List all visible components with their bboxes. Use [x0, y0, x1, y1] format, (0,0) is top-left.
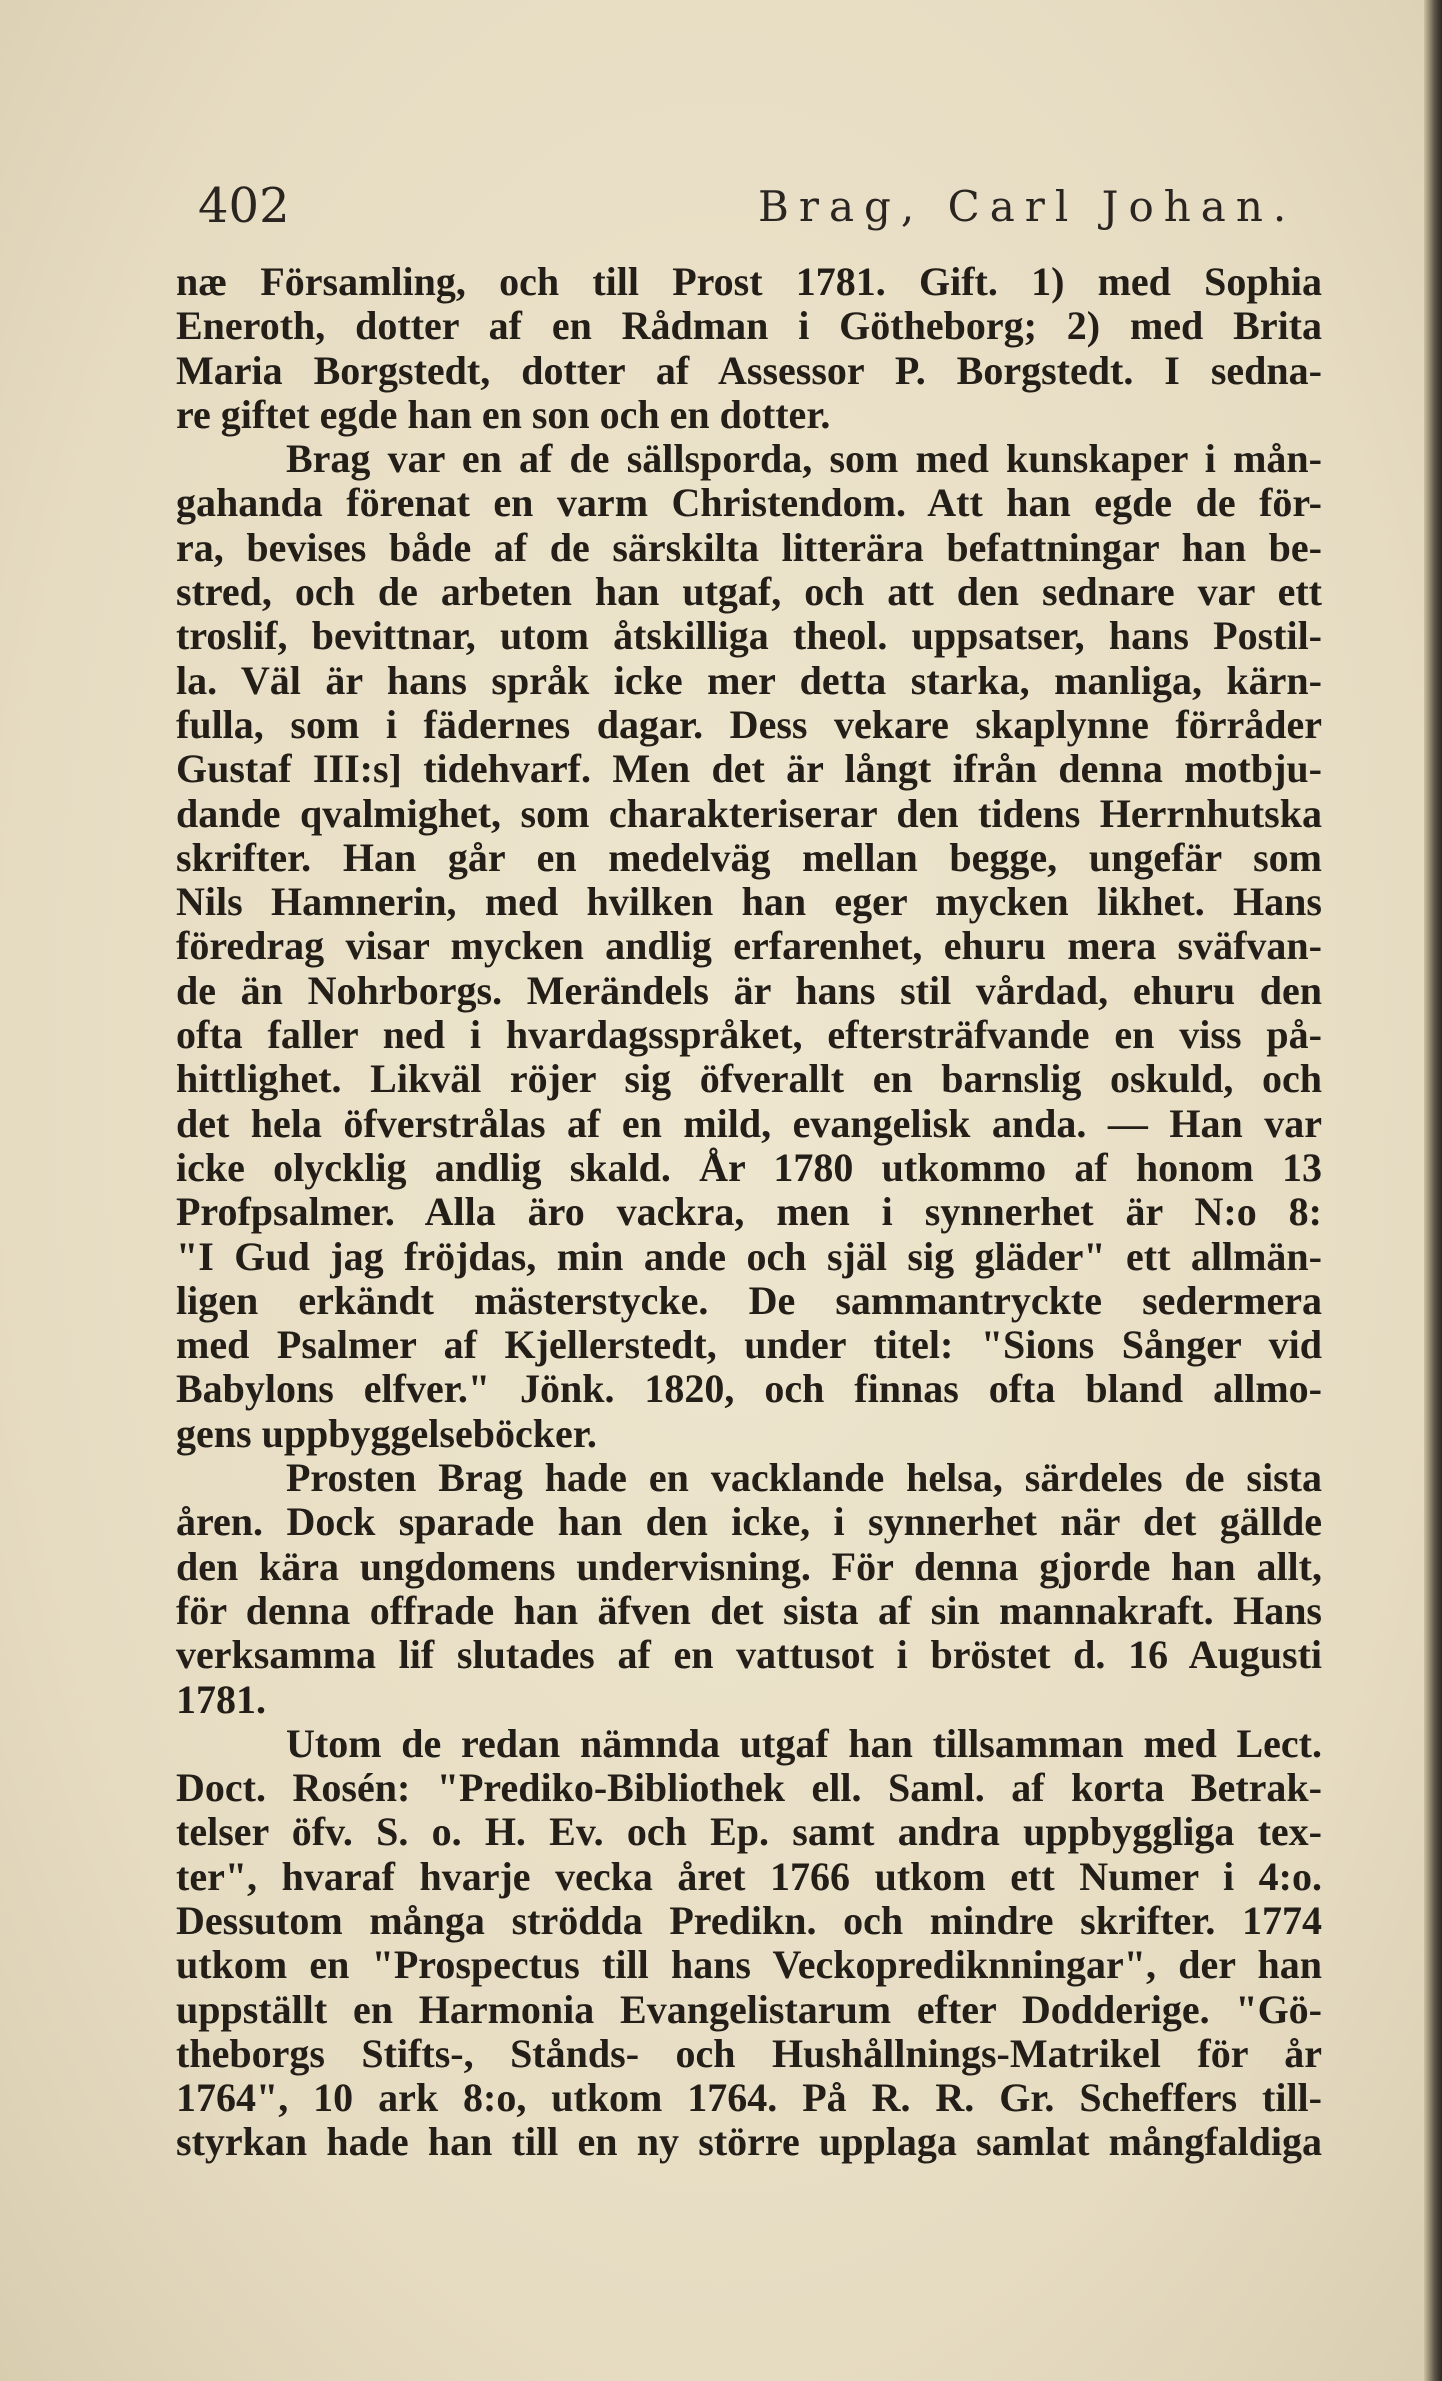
text-line: ligen erkändt mästerstycke. De sammantryckte sedermera	[176, 1277, 1322, 1323]
text-line: det hela öfverstrålas af en mild, evangelisk anda. — Han var	[176, 1100, 1322, 1146]
text-line: ter", hvaraf hvarje vecka året 1766 utkom ett Numer i 4:o.	[176, 1853, 1322, 1899]
paragraph-start-line: Brag var en af de sällsporda, som med kunskaper i mån-	[286, 436, 1322, 482]
text-line: 1781.	[176, 1676, 266, 1722]
text-line: de än Nohrborgs. Merändels är hans stil vårdad, ehuru den	[176, 967, 1322, 1013]
text-line: uppställt en Harmonia Evangelistarum efter Dodderige. "Gö-	[176, 1986, 1322, 2032]
text-line: dande qvalmighet, som charakteriserar den tidens Herrnhutska	[176, 790, 1322, 836]
text-line: utkom en "Prospectus till hans Veckoprediknningar", der han	[176, 1942, 1322, 1988]
text-line: næ Församling, och till Prost 1781. Gift. 1) med Sophia	[176, 259, 1322, 304]
text-line: troslif, bevittnar, utom åtskilliga theol. uppsatser, hans Postil-	[176, 613, 1322, 659]
running-title: Brag, Carl Johan.	[758, 182, 1297, 231]
text-line: "I Gud jag fröjdas, min ande och själ sig gläder" ett allmän-	[176, 1233, 1322, 1279]
text-line: Nils Hamnerin, med hvilken han eger mycken likhet. Hans	[176, 879, 1322, 925]
text-line: med Psalmer af Kjellerstedt, under titel: "Sions Sånger vid	[176, 1322, 1322, 1368]
paragraph-start-line: Prosten Brag hade en vacklande helsa, särdeles de sista	[286, 1455, 1322, 1501]
text-line: stred, och de arbeten han utgaf, och att den sednare var ett	[176, 569, 1322, 615]
page-edge	[1424, 0, 1442, 2381]
text-line: Maria Borgstedt, dotter af Assessor P. Borgstedt. I sedna-	[176, 347, 1322, 393]
paragraph-start-line: Utom de redan nämnda utgaf han tillsamman med Lect.	[286, 1720, 1322, 1766]
text-line: ra, bevises både af de särskilta litterära befattningar han be-	[176, 524, 1322, 570]
text-line: skrifter. Han går en medelväg mellan begge, ungefär som	[176, 834, 1322, 880]
page-number: 402	[198, 178, 290, 234]
text-line: telser öfv. S. o. H. Ev. och Ep. samt andra uppbyggliga tex-	[176, 1809, 1322, 1855]
text-line: gahanda förenat en varm Christendom. Att han egde de för-	[176, 480, 1322, 526]
text-line: hittlighet. Likväl röjer sig öfverallt en barnslig oskuld, och	[176, 1056, 1322, 1102]
text-line: verksamma lif slutades af en vattusot i bröstet d. 16 Augusti	[176, 1632, 1322, 1678]
text-line: styrkan hade han till en ny större upplaga samlat mångfaldiga	[176, 2119, 1322, 2165]
text-line: Profpsalmer. Alla äro vackra, men i synnerhet är N:o 8:	[176, 1189, 1322, 1235]
text-line: föredrag visar mycken andlig erfarenhet, ehuru mera sväfvan-	[176, 923, 1322, 969]
text-line: den kära ungdomens undervisning. För denna gjorde han allt,	[176, 1543, 1322, 1589]
text-line: Eneroth, dotter af en Rådman i Götheborg; 2) med Brita	[176, 303, 1322, 349]
text-line: Gustaf III:s] tidehvarf. Men det är långt ifrån denna motbju-	[176, 746, 1322, 792]
running-header	[198, 178, 1328, 248]
text-line: theborgs Stifts-, Stånds- och Hushållnings-Matrikel för år	[176, 2030, 1322, 2076]
text-line: ofta faller ned i hvardagsspråket, eftersträfvande en viss på-	[176, 1012, 1322, 1058]
text-line: åren. Dock sparade han den icke, i synnerhet när det gällde	[176, 1499, 1322, 1545]
body-text	[176, 260, 1322, 2165]
text-line: för denna offrade han äfven det sista af sin mannakraft. Hans	[176, 1587, 1322, 1633]
text-line: Doct. Rosén: "Prediko-Bibliothek ell. Saml. af korta Betrak-	[176, 1765, 1322, 1811]
text-line: Dessutom många strödda Predikn. och mindre skrifter. 1774	[176, 1897, 1322, 1943]
text-line: la. Väl är hans språk icke mer detta starka, manliga, kärn-	[176, 657, 1322, 703]
text-line: icke olycklig andlig skald. År 1780 utkommo af honom 13	[176, 1144, 1322, 1190]
text-line: 1764", 10 ark 8:o, utkom 1764. På R. R. Gr. Scheffers till-	[176, 2075, 1322, 2121]
text-line: re giftet egde han en son och en dotter.	[176, 391, 831, 437]
text-line: gens uppbyggelseböcker.	[176, 1410, 597, 1456]
text-line: Babylons elfver." Jönk. 1820, och finnas ofta bland allmo-	[176, 1366, 1322, 1412]
text-line: fulla, som i fädernes dagar. Dess vekare skaplynne förråder	[176, 701, 1322, 747]
